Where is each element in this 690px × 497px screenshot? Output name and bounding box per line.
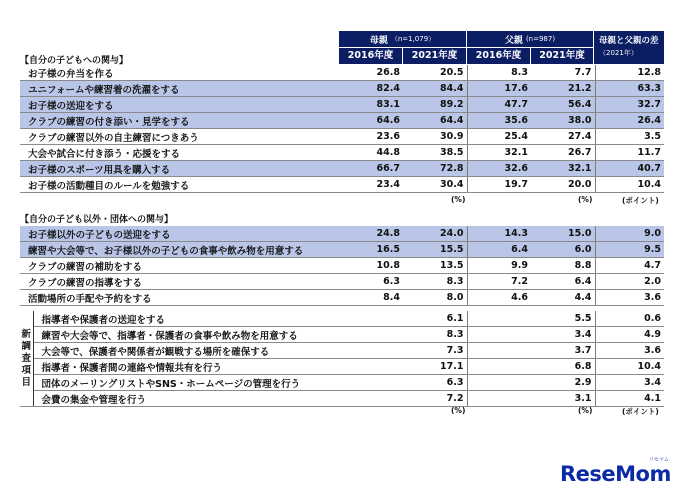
header-divider bbox=[466, 31, 467, 64]
mother-2021-value: 24.0 bbox=[403, 226, 467, 242]
row-label: クラブの練習の補助をする bbox=[20, 258, 339, 274]
row-label: ユニフォームや練習着の洗濯をする bbox=[20, 81, 339, 97]
father-2016-value bbox=[467, 311, 531, 327]
table-row bbox=[20, 161, 664, 177]
diff-value: 3.5 bbox=[595, 129, 664, 145]
father-2021-value: 32.1 bbox=[531, 161, 595, 177]
diff-value: 63.3 bbox=[595, 81, 664, 97]
diff-value: 10.4 bbox=[595, 359, 664, 375]
section1-title: 【自分の子どもへの関与】 bbox=[20, 56, 129, 66]
mother-2021-value: 38.5 bbox=[403, 145, 467, 161]
mother-2021-value: 64.4 bbox=[403, 113, 467, 129]
mother-2021-value: 6.3 bbox=[403, 375, 467, 391]
table-row bbox=[20, 97, 664, 113]
father-2021-value: 56.4 bbox=[531, 97, 595, 113]
mother-2016-value: 6.3 bbox=[339, 274, 403, 290]
father-2021-value: 27.4 bbox=[531, 129, 595, 145]
table-row bbox=[20, 242, 664, 258]
mother-2021-value: 6.1 bbox=[403, 311, 467, 327]
section1-table bbox=[20, 65, 664, 193]
father-2016-value: 25.4 bbox=[467, 129, 531, 145]
header-divider bbox=[530, 48, 531, 64]
father-n: (n=987) bbox=[525, 35, 556, 43]
row-label: 団体のメーリングリストやSNS・ホームページの管理を行う bbox=[33, 375, 339, 391]
father-2016-value: 32.1 bbox=[467, 145, 531, 161]
table-row bbox=[20, 177, 664, 193]
table-row bbox=[20, 81, 664, 97]
section2-new-table bbox=[20, 311, 664, 407]
logo-sub: リセマム bbox=[648, 457, 669, 463]
father-2021-value: 3.7 bbox=[531, 343, 595, 359]
father-2021-value: 20.0 bbox=[531, 177, 595, 193]
diff-value: 2.0 bbox=[595, 274, 664, 290]
row-label: お子様の弁当を作る bbox=[20, 65, 339, 81]
diff-value: 32.7 bbox=[595, 97, 664, 113]
diff-value: 40.7 bbox=[595, 161, 664, 177]
unit-pct-father: (%) bbox=[578, 195, 593, 204]
table-row bbox=[20, 65, 664, 81]
table-row bbox=[20, 359, 664, 375]
diff-value: 4.9 bbox=[595, 327, 664, 343]
father-2021-value: 3.1 bbox=[531, 391, 595, 407]
diff-value: 4.7 bbox=[595, 258, 664, 274]
father-2016-value: 8.3 bbox=[467, 65, 531, 81]
year-father-2016: 2016年度 bbox=[475, 50, 522, 61]
new-label-char: 査 bbox=[21, 352, 31, 364]
mother-2021-value: 17.1 bbox=[403, 359, 467, 375]
row-label: 指導者・保護者間の連絡や情報共有を行う bbox=[33, 359, 339, 375]
diff-value: 3.6 bbox=[595, 343, 664, 359]
year-father-2021: 2021年度 bbox=[539, 50, 585, 61]
mother-2021-value: 8.3 bbox=[403, 274, 467, 290]
diff-value: 4.1 bbox=[595, 391, 664, 407]
table-row bbox=[20, 391, 664, 407]
table-row bbox=[20, 226, 664, 242]
mother-2021-value: 30.9 bbox=[403, 129, 467, 145]
father-2021-value: 15.0 bbox=[531, 226, 595, 242]
father-2021-value: 4.4 bbox=[531, 290, 595, 306]
father-2016-value: 19.7 bbox=[467, 177, 531, 193]
diff-value: 9.0 bbox=[595, 226, 664, 242]
father-2016-value: 17.6 bbox=[467, 81, 531, 97]
resemom-logo bbox=[560, 457, 671, 486]
unit-pct-mother: (%) bbox=[451, 195, 466, 204]
mother-n: （n=1,079） bbox=[390, 35, 436, 43]
row-label: 大会や試合に付き添う・応援をする bbox=[20, 145, 339, 161]
father-2021-value: 26.7 bbox=[531, 145, 595, 161]
mother-2016-value: 24.8 bbox=[339, 226, 403, 242]
father-2016-value bbox=[467, 375, 531, 391]
mother-2016-value: 44.8 bbox=[339, 145, 403, 161]
father-2021-value: 6.8 bbox=[531, 359, 595, 375]
logo-text: ReseMom bbox=[560, 462, 671, 486]
mother-2016-value: 8.4 bbox=[339, 290, 403, 306]
row-label: 練習や大会等で、指導者・保護者の食事や飲み物を用意する bbox=[33, 327, 339, 343]
father-2016-value bbox=[467, 391, 531, 407]
mother-2016-value: 23.6 bbox=[339, 129, 403, 145]
table-row bbox=[20, 113, 664, 129]
mother-2016-value bbox=[339, 375, 403, 391]
father-2016-value: 9.9 bbox=[467, 258, 531, 274]
diff-value: 12.8 bbox=[595, 65, 664, 81]
father-2016-value bbox=[467, 327, 531, 343]
row-label: お子様以外の子どもの送迎をする bbox=[20, 226, 339, 242]
mother-2021-value: 15.5 bbox=[403, 242, 467, 258]
father-2021-value: 5.5 bbox=[531, 311, 595, 327]
father-2021-value: 38.0 bbox=[531, 113, 595, 129]
row-label: お子様の活動種目のルールを勉強する bbox=[20, 177, 339, 193]
table-row bbox=[20, 290, 664, 306]
mother-2021-value: 8.3 bbox=[403, 327, 467, 343]
mother-2016-value: 64.6 bbox=[339, 113, 403, 129]
row-label: 指導者や保護者の送迎をする bbox=[33, 311, 339, 327]
father-2021-value: 6.4 bbox=[531, 274, 595, 290]
mother-2016-value bbox=[339, 343, 403, 359]
mother-2021-value: 13.5 bbox=[403, 258, 467, 274]
table-row bbox=[20, 129, 664, 145]
unit-pct-father-2: (%) bbox=[578, 406, 593, 415]
diff-value: 11.7 bbox=[595, 145, 664, 161]
year-mother-2021: 2021年度 bbox=[411, 50, 458, 61]
row-label: お子様のスポーツ用具を購入する bbox=[20, 161, 339, 177]
father-2021-value: 8.8 bbox=[531, 258, 595, 274]
diff-title: 母親と父親の差 bbox=[599, 36, 659, 46]
diff-value: 3.4 bbox=[595, 375, 664, 391]
row-label: 活動場所の手配や予約をする bbox=[20, 290, 339, 306]
row-label: クラブの練習以外の自主練習につきあう bbox=[20, 129, 339, 145]
father-2016-value: 14.3 bbox=[467, 226, 531, 242]
father-2016-value bbox=[467, 343, 531, 359]
father-header bbox=[467, 31, 593, 47]
mother-header bbox=[339, 31, 466, 47]
diff-header bbox=[594, 31, 664, 64]
row-label: 会費の集金や管理を行う bbox=[33, 391, 339, 407]
father-title: 父親 bbox=[504, 35, 523, 46]
mother-title: 母親 bbox=[369, 35, 388, 46]
mother-2016-value: 26.8 bbox=[339, 65, 403, 81]
mother-2016-value: 82.4 bbox=[339, 81, 403, 97]
table-row bbox=[20, 327, 664, 343]
row-label: 練習や大会等で、お子様以外の子どもの食事や飲み物を用意する bbox=[20, 242, 339, 258]
header-divider bbox=[402, 48, 403, 64]
table-row bbox=[20, 375, 664, 391]
mother-2021-value: 7.3 bbox=[403, 343, 467, 359]
father-2021-value: 3.4 bbox=[531, 327, 595, 343]
new-label-char: 項 bbox=[21, 364, 31, 376]
mother-2016-value bbox=[339, 311, 403, 327]
mother-2021-value: 8.0 bbox=[403, 290, 467, 306]
father-2016-value: 32.6 bbox=[467, 161, 531, 177]
mother-2021-value: 30.4 bbox=[403, 177, 467, 193]
year-mother-2016: 2016年度 bbox=[347, 50, 394, 61]
mother-2016-value: 23.4 bbox=[339, 177, 403, 193]
row-label: お子様の送迎をする bbox=[20, 97, 339, 113]
diff-value: 3.6 bbox=[595, 290, 664, 306]
mother-2021-value: 89.2 bbox=[403, 97, 467, 113]
mother-2016-value bbox=[339, 327, 403, 343]
table-row bbox=[20, 258, 664, 274]
row-label: クラブの練習の付き添い・見学をする bbox=[20, 113, 339, 129]
diff-sub: （2021年） bbox=[599, 49, 638, 57]
mother-2016-value: 16.5 bbox=[339, 242, 403, 258]
mother-2016-value: 83.1 bbox=[339, 97, 403, 113]
father-2016-value: 47.7 bbox=[467, 97, 531, 113]
father-2021-value: 6.0 bbox=[531, 242, 595, 258]
mother-2016-value bbox=[339, 359, 403, 375]
father-2016-value: 35.6 bbox=[467, 113, 531, 129]
table-row bbox=[20, 311, 664, 327]
section2-title: 【自分の子ども以外・団体への関与】 bbox=[20, 215, 174, 225]
row-label: 大会等で、保護者や関係者が観戦する場所を確保する bbox=[33, 343, 339, 359]
father-2016-value: 4.6 bbox=[467, 290, 531, 306]
new-survey-items-label bbox=[20, 311, 33, 407]
father-2021-value: 7.7 bbox=[531, 65, 595, 81]
table-row bbox=[20, 145, 664, 161]
new-label-char: 新 bbox=[21, 328, 31, 340]
row-label: クラブの練習の指導をする bbox=[20, 274, 339, 290]
father-2021-value: 2.9 bbox=[531, 375, 595, 391]
unit-point-2: (ポイント) bbox=[622, 407, 659, 416]
diff-value: 10.4 bbox=[595, 177, 664, 193]
father-2016-value: 6.4 bbox=[467, 242, 531, 258]
unit-point: (ポイント) bbox=[622, 196, 659, 205]
section2-table bbox=[20, 226, 664, 306]
mother-2021-value: 72.8 bbox=[403, 161, 467, 177]
father-2016-value bbox=[467, 359, 531, 375]
table-row bbox=[20, 343, 664, 359]
mother-2021-value: 7.2 bbox=[403, 391, 467, 407]
unit-pct-mother-2: (%) bbox=[451, 406, 466, 415]
mother-2021-value: 84.4 bbox=[403, 81, 467, 97]
new-label-char: 調 bbox=[21, 340, 31, 352]
diff-value: 0.6 bbox=[595, 311, 664, 327]
mother-2016-value: 10.8 bbox=[339, 258, 403, 274]
table-row bbox=[20, 274, 664, 290]
father-2021-value: 21.2 bbox=[531, 81, 595, 97]
new-label-char: 目 bbox=[21, 376, 31, 388]
mother-2016-value: 66.7 bbox=[339, 161, 403, 177]
diff-value: 26.4 bbox=[595, 113, 664, 129]
mother-2021-value: 20.5 bbox=[403, 65, 467, 81]
diff-value: 9.5 bbox=[595, 242, 664, 258]
father-2016-value: 7.2 bbox=[467, 274, 531, 290]
mother-2016-value bbox=[339, 391, 403, 407]
